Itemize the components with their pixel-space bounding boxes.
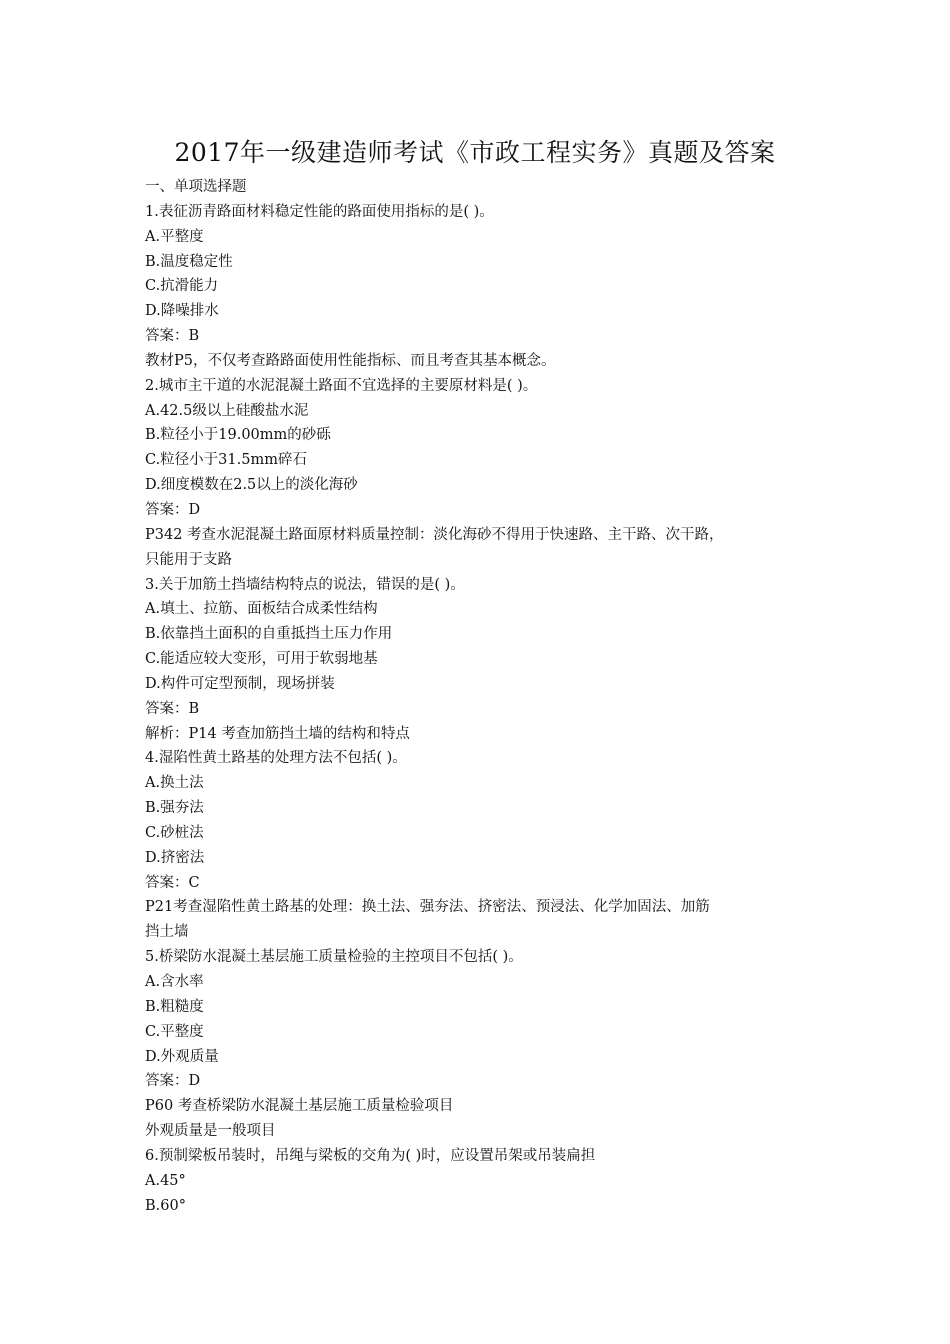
text-line: B.粒径小于19.00mm的砂砾 bbox=[145, 427, 331, 444]
text-line: B.依靠挡土面积的自重抵挡土压力作用 bbox=[145, 626, 393, 643]
document-body bbox=[145, 175, 815, 1218]
text-line: A.45° bbox=[145, 1172, 186, 1189]
text-line: A.42.5级以上硅酸盐水泥 bbox=[145, 402, 309, 419]
text-line: A.换土法 bbox=[145, 775, 204, 792]
text-line: D.细度模数在2.5以上的淡化海砂 bbox=[145, 477, 358, 494]
text-line: 答案：B bbox=[145, 700, 200, 717]
text-line: B.粗糙度 bbox=[145, 998, 204, 1015]
text-line: 5.桥梁防水混凝土基层施工质量检验的主控项目不包括( )。 bbox=[145, 949, 523, 966]
text-line: 外观质量是一般项目 bbox=[145, 1123, 276, 1140]
text-line: 答案：D bbox=[145, 1073, 201, 1090]
text-line: 2.城市主干道的水泥混凝土路面不宜选择的主要原材料是( )。 bbox=[145, 377, 538, 394]
text-line: A.填土、拉筋、面板结合成柔性结构 bbox=[145, 601, 378, 618]
text-line: B.强夯法 bbox=[145, 800, 204, 817]
text-line: P60 考查桥梁防水混凝土基层施工质量检验项目 bbox=[145, 1098, 454, 1115]
text-line: P21考查湿陷性黄土路基的处理：换土法、强夯法、挤密法、预浸法、化学加固法、加筋 bbox=[145, 899, 710, 916]
text-line: 6.预制梁板吊装时，吊绳与梁板的交角为( )时，应设置吊架或吊装扁担 bbox=[145, 1147, 596, 1164]
text-line: A.平整度 bbox=[145, 228, 204, 245]
text-line: 3.关于加筋土挡墙结构特点的说法，错误的是( )。 bbox=[145, 576, 465, 593]
text-line: C.砂桩法 bbox=[145, 824, 204, 841]
text-line: 答案：D bbox=[145, 501, 201, 518]
text-line: 解析：P14 考查加筋挡土墙的结构和特点 bbox=[145, 725, 410, 742]
text-line: 1.表征沥青路面材料稳定性能的路面使用指标的是( )。 bbox=[145, 203, 494, 220]
document-title: 2017年一级建造师考试《市政工程实务》真题及答案 bbox=[174, 138, 776, 167]
text-line: 只能用于支路 bbox=[145, 551, 232, 568]
text-line: B.60° bbox=[145, 1197, 186, 1214]
text-line: 答案：C bbox=[145, 874, 200, 891]
text-line: P342 考查水泥混凝土路面原材料质量控制：淡化海砂不得用于快速路、主干路、次干路， bbox=[145, 526, 724, 543]
text-line: 答案：B bbox=[145, 328, 200, 345]
text-line: 挡土墙 bbox=[145, 924, 189, 941]
text-line: D.外观质量 bbox=[145, 1048, 219, 1065]
text-line: 4.湿陷性黄土路基的处理方法不包括( )。 bbox=[145, 750, 407, 767]
text-line: D.构件可定型预制，现场拼装 bbox=[145, 675, 335, 692]
text-line: C.抗滑能力 bbox=[145, 278, 219, 295]
text-line: C.平整度 bbox=[145, 1023, 204, 1040]
text-line: D.挤密法 bbox=[145, 849, 205, 866]
text-line: C.粒径小于31.5mm碎石 bbox=[145, 452, 307, 469]
text-line: D.降噪排水 bbox=[145, 303, 219, 320]
text-line: 教材P5，不仅考查路路面使用性能指标、而且考查其基本概念。 bbox=[145, 352, 556, 369]
text-line: C.能适应较大变形，可用于软弱地基 bbox=[145, 651, 378, 668]
text-line: A.含水率 bbox=[145, 974, 204, 990]
text-line: 一、单项选择题 bbox=[145, 179, 247, 195]
text-line: B.温度稳定性 bbox=[145, 253, 233, 270]
